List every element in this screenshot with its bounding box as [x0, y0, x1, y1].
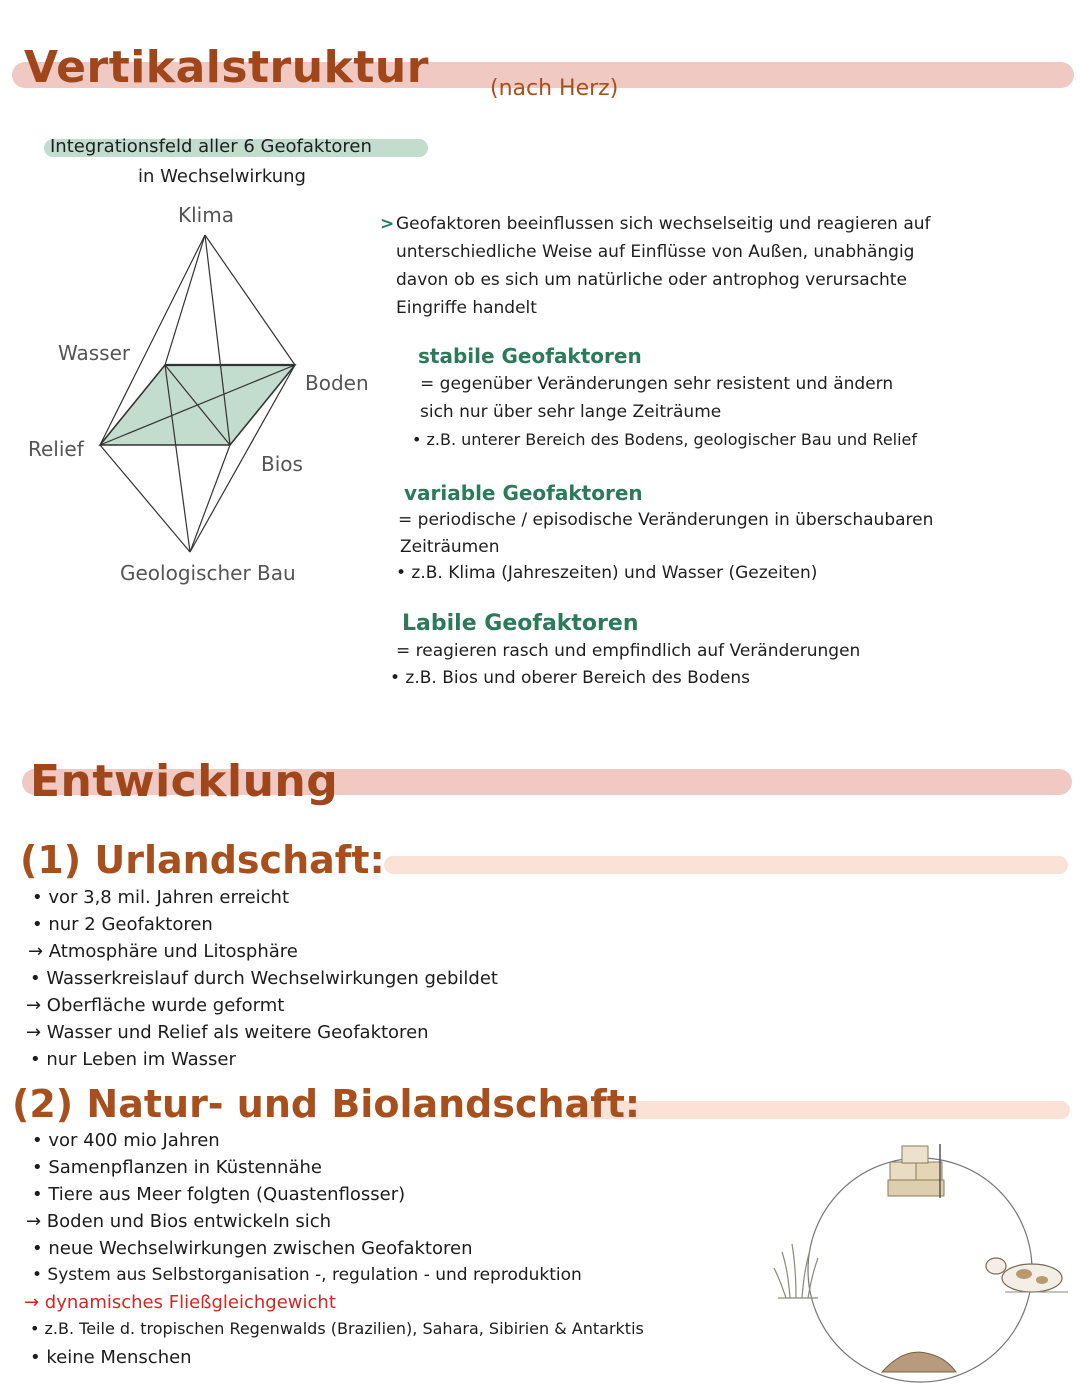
- intro-line: Eingriffe handelt: [396, 298, 537, 318]
- label-wasser: Wasser: [58, 341, 131, 365]
- variable-heading: variable Geofaktoren: [404, 481, 643, 505]
- variable-line: • z.B. Klima (Jahreszeiten) und Wasser (Gezeiten): [396, 563, 818, 583]
- naturlandschaft-line: • System aus Selbstorganisation -, regulation - und reproduktion: [32, 1265, 582, 1285]
- label-geologischer-bau: Geologischer Bau: [120, 561, 296, 585]
- naturlandschaft-line: → Boden und Bios entwickeln sich: [26, 1211, 332, 1232]
- soil-icon: [882, 1352, 956, 1372]
- labile-heading: Labile Geofaktoren: [402, 611, 639, 636]
- label-boden: Boden: [305, 371, 369, 395]
- urlandschaft-line: • Wasserkreislauf durch Wechselwirkungen gebildet: [30, 968, 498, 989]
- intro-marker: >: [380, 214, 395, 234]
- urlandschaft-line: • nur Leben im Wasser: [30, 1049, 236, 1070]
- urlandschaft-line: • nur 2 Geofaktoren: [32, 914, 213, 935]
- variable-line: Zeiträumen: [400, 537, 500, 557]
- labile-line: = reagieren rasch und empfindlich auf Veränderungen: [396, 641, 861, 661]
- urlandschaft-highlight: [384, 856, 1068, 874]
- intro-line: davon ob es sich um natürliche oder antrophog verursachte: [396, 270, 907, 290]
- label-relief: Relief: [28, 437, 84, 461]
- section-title-entwicklung: Entwicklung: [30, 756, 339, 807]
- subtitle: (nach Herz): [490, 76, 619, 101]
- integration-text-2: in Wechselwirkung: [138, 166, 306, 187]
- urlandschaft-line: → Oberfläche wurde geformt: [26, 995, 285, 1016]
- naturlandschaft-line: • z.B. Teile d. tropischen Regenwalds (Brazilien), Sahara, Sibirien & Antarktis: [30, 1319, 644, 1338]
- naturlandschaft-line: • vor 400 mio Jahren: [32, 1130, 220, 1151]
- stabile-line: sich nur über sehr lange Zeiträume: [420, 402, 722, 422]
- intro-line: Geofaktoren beeinflussen sich wechselseitig und reagieren auf: [396, 214, 931, 234]
- urlandschaft-line: • vor 3,8 mil. Jahren erreicht: [32, 887, 290, 908]
- naturlandschaft-line: • Tiere aus Meer folgten (Quastenflosser): [32, 1184, 406, 1205]
- naturlandschaft-highlight: [566, 1101, 1070, 1119]
- urlandschaft-line: → Atmosphäre und Litosphäre: [28, 941, 298, 962]
- cycle-illustration: [770, 1140, 1070, 1390]
- label-bios: Bios: [261, 452, 303, 476]
- stabile-line: • z.B. unterer Bereich des Bodens, geologischer Bau und Relief: [412, 430, 918, 449]
- grass-icon: [774, 1244, 818, 1298]
- intro-line: unterschiedliche Weise auf Einflüsse von Außen, unabhängig: [396, 242, 915, 262]
- naturlandschaft-heading: (2) Natur- und Biolandschaft:: [12, 1082, 641, 1126]
- naturlandschaft-line: • keine Menschen: [30, 1347, 192, 1368]
- hay-bales-icon: [888, 1144, 944, 1198]
- label-klima: Klima: [178, 203, 234, 227]
- urlandschaft-line: → Wasser und Relief als weitere Geofaktoren: [26, 1022, 429, 1043]
- urlandschaft-heading: (1) Urlandschaft:: [20, 838, 385, 882]
- naturlandschaft-line: • neue Wechselwirkungen zwischen Geofaktoren: [32, 1238, 473, 1259]
- labile-line: • z.B. Bios und oberer Bereich des Bodens: [390, 668, 751, 688]
- naturlandschaft-line: • Samenpflanzen in Küstennähe: [32, 1157, 322, 1178]
- naturlandschaft-line-highlight: → dynamisches Fließgleichgewicht: [24, 1292, 336, 1313]
- page-title: Vertikalstruktur: [24, 42, 429, 93]
- geofaktoren-diagram: [0, 200, 380, 600]
- stabile-line: = gegenüber Veränderungen sehr resistent und ändern: [420, 374, 894, 394]
- integration-text-1: Integrationsfeld aller 6 Geofaktoren: [50, 136, 372, 157]
- cow-icon: [986, 1258, 1068, 1292]
- variable-line: = periodische / episodische Veränderungen in überschaubaren: [398, 510, 934, 530]
- stabile-heading: stabile Geofaktoren: [418, 344, 642, 368]
